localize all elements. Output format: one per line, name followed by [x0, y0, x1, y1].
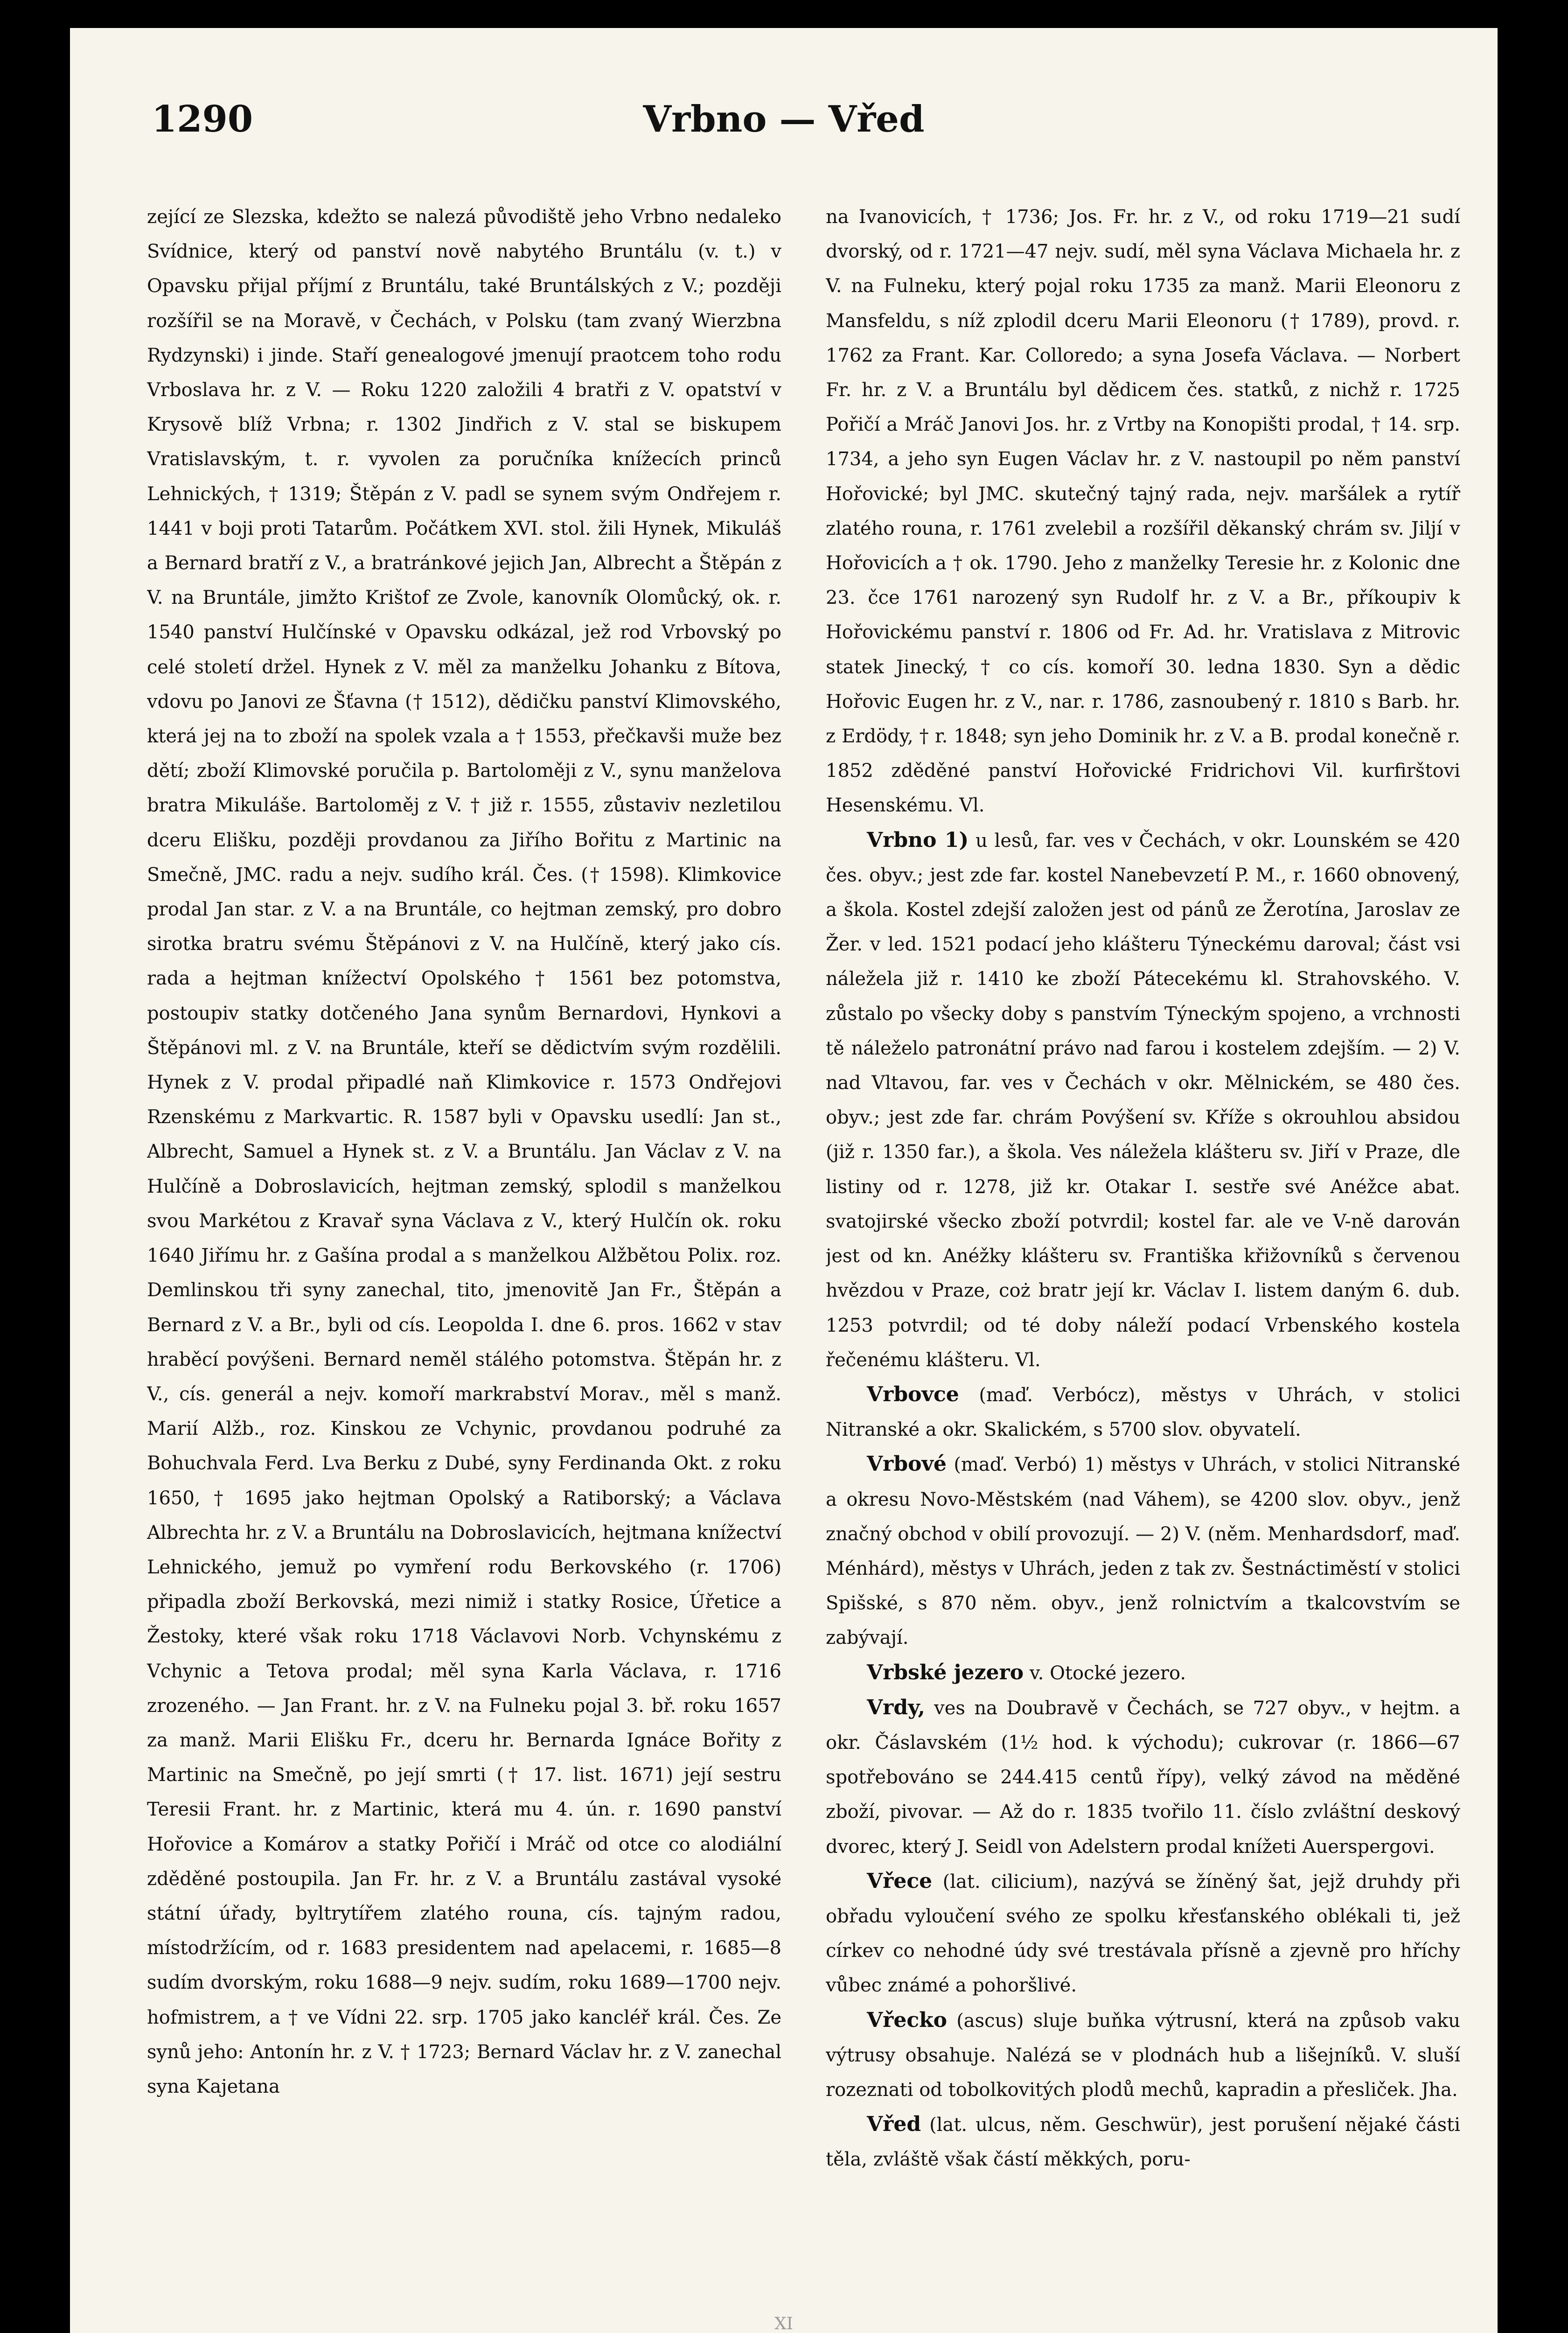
headword-vrbske: Vrbské jezero	[867, 1660, 1024, 1684]
headword-vrece: Vřece	[867, 1869, 933, 1893]
headword-vrbno: Vrbno 1)	[867, 828, 969, 852]
entry-vrbno-text: u lesů, far. ves v Čechách, v okr. Lounském se 420 čes. obyv.; jest zde far. kostel Nanebevzetí P. M., r. 1660 obnovený, a škola. Kostel zdejší založen jest od pánů ze Žerotína, Jaroslav ze Žer. v led. 1521 podací jeho klášteru Týneckému daroval; část vsi náležela již r. 1410 ke zboží Pátecekému kl. Strahovského. V. zůstalo po všecky doby s panstvím Týneckým spojeno, a vrchnosti tě náleželo patronátní právo nad farou i kostelem zdejším. — 2) V. nad Vltavou, far. ves v Čechách v okr. Mělnickém, se 480 čes. obyv.; jest zde far. chrám Povýšení sv. Kříže s okrouhlou absidou (již r. 1350 far.), a škola. Ves náležela klášteru sv. Jiří v Praze, dle listiny od r. 1278, již kr. Otakar I. sestře své Anéžce abat. svatojirské všecko zboží potvrdil; kostel far. ale ve V-ně darován jest od kn. Anéžky klášteru sv. Františka křižovníků s červenou hvězdou v Praze, coż bratr její kr. Václav I. listem daným 6. dub. 1253 potvrdil; od té doby náleží podací Vrbenského kostela řečenému klášteru. Vl.	[826, 830, 1460, 1371]
right-column	[826, 200, 1460, 2290]
entry-vrbovce	[826, 1377, 1460, 1447]
headword-vrecko: Vřecko	[867, 2008, 947, 2032]
entry-vred-text: (lat. ulcus, něm. Geschwür), jest porušení nějaké části těla, zvláště však částí měkkých, poru-	[826, 2114, 1460, 2171]
footer-signature: XI	[774, 2314, 793, 2333]
entry-vrece-text: (lat. cilicium), nazývá se žíněný šat, jejž druhdy při obřadu vyloučení svého ze spolku křesťanského oblékali ti, jež církev co nehodné údy své trestávala přísně a zjevně pro hříchy vůbec známé a pohoršlivé.	[826, 1871, 1460, 1997]
entry-vrbovce-text: (maď. Verbócz), městys v Uhrách, v stolici Nitranské a okr. Skalickém, s 5700 slov. obyvatelí.	[826, 1384, 1460, 1441]
headword-vred: Vřed	[867, 2112, 921, 2137]
entry-vrbno	[826, 823, 1460, 1377]
entry-vrbske-text: v. Otocké jezero.	[1029, 1662, 1186, 1684]
entry-continuation: na Ivanovicích, † 1736; Jos. Fr. hr. z V., od roku 1719—21 sudí dvorský, od r. 1721—47 nejv. sudí, měl syna Václava Michaela hr. z V. na Fulneku, který pojal roku 1735 za manž. Marii Eleonoru z Mansfeldu, s níž zplodil dceru Marii Eleonoru († 1789), provd. r. 1762 za Frant. Kar. Colloredo; a syna Josefa Václava. — Norbert Fr. hr. z V. a Bruntálu byl dědicem čes. statků, z nichž r. 1725 Pořičí a Mráč Janovi Jos. hr. z Vrtby na Konopišti prodal, † 14. srp. 1734, a jeho syn Eugen Václav hr. z V. nastoupil po něm panství Hořovické; byl JMC. skutečný tajný rada, nejv. maršálek a rytíř zlatého rouna, r. 1761 zvelebil a rozšířil děkanský chrám sv. Jiljí v Hořovicích a † ok. 1790. Jeho z manželky Teresie hr. z Kolonic dne 23. čce 1761 narozený syn Rudolf hr. z V. a Br., příkoupiv k Hořovickému panství r. 1806 od Fr. Ad. hr. Vratislava z Mitrovic statek Jinecký, † co cís. komoří 30. ledna 1830. Syn a dědic Hořovic Eugen hr. z V., nar. r. 1786, zasnoubený r. 1810 s Barb. hr. z Erdödy, † r. 1848; syn jeho Dominik hr. z V. a B. prodal konečně r. 1852 zděděné panství Hořovické Fridrichovi Vil. kurfirštovi Hesenskému. Vl.	[826, 206, 1460, 817]
entry-vrecko	[826, 2003, 1460, 2108]
entry-vrbove-text: (maď. Verbó) 1) městys v Uhrách, v stolici Nitranské a okresu Novo-Městském (nad Váhem), se 4200 slov. obyv., jenž značný obchod v obilí provozují. — 2) V. (něm. Menhardsdorf, maď. Ménhárd), městys v Uhrách, jeden z tak zv. Šestnáctiměstí v stolici Spišské, s 870 něm. obyv., jenž rolnictvím a tkalcovstvím se zabývají.	[826, 1454, 1460, 1649]
headword-vrbovce: Vrbovce	[867, 1382, 959, 1406]
running-head: Vrbno — Vřed	[643, 98, 925, 140]
entry-vred	[826, 2107, 1460, 2177]
headword-vrbove: Vrbové	[867, 1452, 947, 1476]
left-column	[147, 200, 781, 2290]
entry-vrdy	[826, 1690, 1460, 1864]
page	[70, 28, 1498, 2333]
entry-vrbske	[826, 1655, 1460, 1690]
entry-vrdy-text: ves na Doubravě v Čechách, se 727 obyv., v hejtm. a okr. Čáslavském (1½ hod. k východu); cukrovar (r. 1866—67 spotřebováno se 244.415 centů řípy), velký závod na měděné zboží, pivovar. — Až do r. 1835 tvořilo 11. číslo zvláštní deskový dvorec, který J. Seidl von Adelstern prodal knížeti Auerspergovi.	[826, 1697, 1460, 1858]
page-header	[70, 98, 1498, 159]
page-number: 1290	[152, 98, 253, 140]
headword-vrdy: Vrdy,	[867, 1695, 925, 1719]
left-column-text: zející ze Slezska, kdežto se nalezá původiště jeho Vrbno nedaleko Svídnice, který od panství nově nabytého Bruntálu (v. t.) v Opavsku přijal příjmí z Bruntálu, také Bruntálských z V.; později rozšířil se na Moravě, v Čechách, v Polsku (tam zvaný Wierzbna Rydzynski) i jinde. Staří genealogové jmenují praotcem toho rodu Vrboslava hr. z V. — Roku 1220 založili 4 bratři z V. opatství v Krysově blíž Vrbna; r. 1302 Jindřich z V. stal se biskupem Vratislavským, t. r. vyvolen za poručníka knížecích princů Lehnických, † 1319; Štěpán z V. padl se synem svým Ondřejem r. 1441 v boji proti Tatarům. Počátkem XVI. stol. žili Hynek, Mikuláš a Bernard bratří z V., a bratránkové jejich Jan, Albrecht a Štěpán z V. na Bruntále, jimžto Krištof ze Zvole, kanovník Olomůcký, ok. r. 1540 panství Hulčínské v Opavsku odkázal, jež rod Vrbovský po celé století držel. Hynek z V. měl za manželku Johanku z Bítova, vdovu po Janovi ze Šťavna († 1512), dědičku panství Klimovského, která jej na to zboží na spolek vzala a † 1553, přečkavši muže bez dětí; zboží Klimovské poručila p. Bartoloměji z V., synu manželova bratra Mikuláše. Bartoloměj z V. † již r. 1555, zůstaviv nezletilou dceru Elišku, později provdanou za Jiřího Bořitu z Martinic na Smečně, JMC. radu a nejv. sudího král. Čes. († 1598). Klimkovice prodal Jan star. z V. a na Bruntále, co hejtman zemský, pro dobro sirotka bratru svému Štěpánovi z V. na Hulčíně, který jako cís. rada a hejtman knížectví Opolského † 1561 bez potomstva, postoupiv statky dotčeného Jana synům Bernardovi, Hynkovi a Štěpánovi ml. z V. na Bruntále, kteří se dědictvím svým rozdělili. Hynek z V. prodal připadlé naň Klimkovice r. 1573 Ondřejovi Rzenskému z Markvartic. R. 1587 byli v Opavsku usedlí: Jan st., Albrecht, Samuel a Hynek st. z V. a Bruntálu. Jan Václav z V. na Hulčíně a Dobroslavicích, hejtman zemský, splodil s manželkou svou Markétou z Kravař syna Václava z V., který Hulčín ok. roku 1640 Jiřímu hr. z Gašína prodal a s manželkou Alžbětou Polix. roz. Demlinskou tři syny zanechal, tito, jmenovitě Jan Fr., Štěpán a Bernard z V. a Br., byli od cís. Leopolda I. dne 6. pros. 1662 v stav hraběcí povýšeni. Bernard neměl stálého potomstva. Štěpán hr. z V., cís. generál a nejv. komoří markrabství Morav., měl s manž. Marií Alžb., roz. Kinskou ze Vchynic, provdanou podruhé za Bohuchvala Ferd. Lva Berku z Dubé, syny Ferdinanda Okt. z roku 1650, † 1695 jako hejtman Opolský a Ratiborský; a Václava Albrechta hr. z V. a Bruntálu na Dobroslavicích, hejtmana knížectví Lehnického, jemuž po vymření rodu Berkovského (r. 1706) připadla zboží Berkovská, mezi nimiž i statky Rosice, Úřetice a Žestoky, které však roku 1718 Václavovi Norb. Vchynskému z Vchynic a Tetova prodal; měl syna Karla Václava, r. 1716 zrozeného. — Jan Frant. hr. z V. na Fulneku pojal 3. bř. roku 1657 za manž. Marii Elišku Fr., dceru hr. Bernarda Ignáce Bořity z Martinic na Smečně, po její smrti († 17. list. 1671) její sestru Teresii Frant. hr. z Martinic, která mu 4. ún. r. 1690 panství Hořovice a Komárov a statky Pořičí i Mráč od otce co alodiální zděděné postoupila. Jan Fr. hr. z V. a Bruntálu zastával vysoké státní úřady, byltrytířem zlatého rouna, cís. tajným radou, místodržícím, od r. 1683 presidentem nad apelacemi, r. 1685—8 sudím dvorským, roku 1688—9 nejv. sudím, roku 1689—1700 nejv. hofmistrem, a † ve Vídni 22. srp. 1705 jako kancléř král. Čes. Ze synů jeho: Antonín hr. z V. † 1723; Bernard Václav hr. z V. zanechal syna Kajetana	[147, 206, 781, 2097]
entry-vrecko-text: (ascus) sluje buňka výtrusní, která na způsob vaku výtrusy obsahuje. Nalézá se v plodnách hub a lišejníků. V. sluší rozeznati od tobolkovitých plodů mechů, kapradin a přesliček. Jha.	[826, 2010, 1460, 2101]
entry-vrece	[826, 1864, 1460, 2003]
entry-vrbove	[826, 1447, 1460, 1655]
